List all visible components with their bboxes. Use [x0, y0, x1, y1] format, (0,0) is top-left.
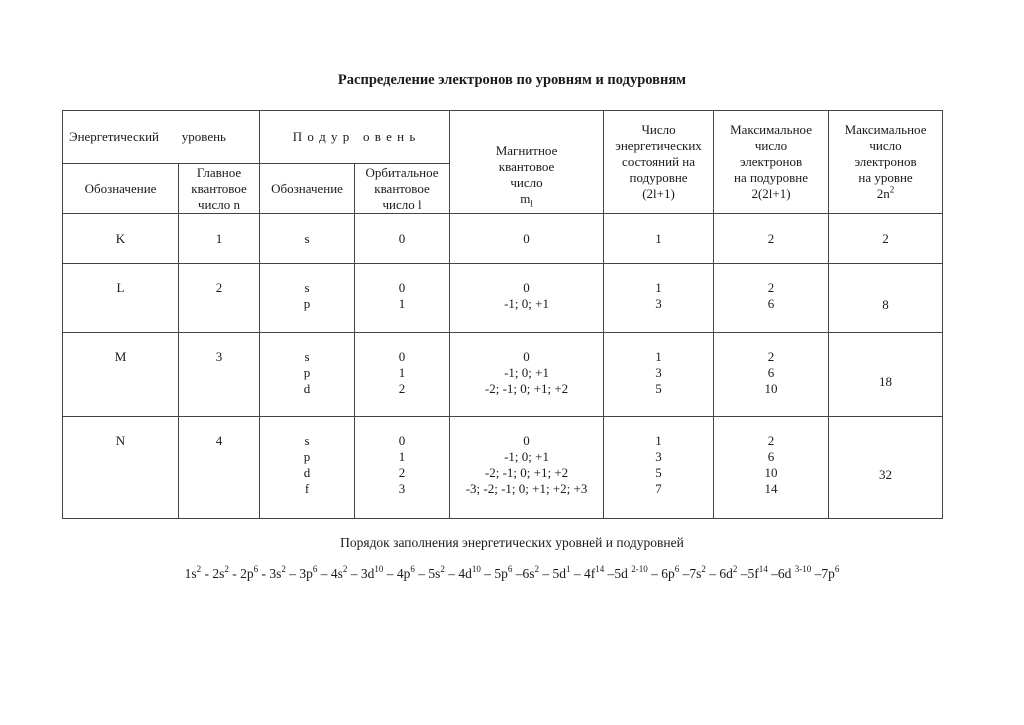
- filling-order-formula: [0, 566, 1024, 582]
- header-orbital-qn: Орбитальное квантовое число l: [355, 164, 450, 214]
- electron-distribution-table: [62, 110, 943, 519]
- cell-states: 1 3 5: [604, 333, 714, 417]
- cell-sublevels: s: [260, 214, 355, 264]
- formula-term: – 3d: [347, 566, 375, 581]
- header-max-level: Максимальное число электронов на уровне $2n^2$: [829, 111, 943, 214]
- formula-term: – 6d: [705, 566, 733, 581]
- magnetic-qn-lines: Магнитное квантовое число $m_l$: [452, 143, 601, 207]
- document-title: Распределение электронов по уровням и подуровням: [337, 72, 687, 88]
- cell-max-sublevel: 2 6 10 14: [714, 417, 829, 519]
- formula-exponent: 1: [566, 564, 571, 574]
- table-row: [63, 417, 943, 519]
- formula-exponent: 2: [534, 564, 540, 574]
- header-magnetic-qn: [450, 111, 604, 214]
- formula-exponent: 2: [281, 564, 286, 574]
- formula-exponent: 3-10: [794, 564, 812, 574]
- formula-term: 1s: [184, 566, 197, 581]
- formula-exponent: 6: [312, 564, 318, 574]
- cell-max-level: 32: [829, 417, 943, 519]
- cell-principal-n: 1: [179, 214, 260, 264]
- cell-magnetic-ml: 0 -1; 0; +1 -2; -1; 0; +1; +2 -3; -2; -1; 0; +1; +2; +3: [450, 417, 604, 519]
- formula-term: - 2s: [201, 566, 225, 581]
- formula-term: –5f: [737, 566, 759, 581]
- formula-term: – 6p: [647, 566, 675, 581]
- cell-max-sublevel: 2 6: [714, 264, 829, 333]
- table-row: [63, 333, 943, 417]
- cell-level: L: [63, 264, 179, 333]
- cell-level: N: [63, 417, 179, 519]
- formula-term: – 4p: [383, 566, 411, 581]
- formula-exponent: 10: [471, 564, 481, 574]
- formula-term: - 2p: [228, 566, 254, 581]
- cell-sublevels: s p d: [260, 333, 355, 417]
- header-sub-designation: Обозначение: [260, 164, 355, 214]
- formula-term: –6s: [512, 566, 535, 581]
- formula-exponent: 2: [342, 564, 348, 574]
- cell-states: 1 3: [604, 264, 714, 333]
- cell-magnetic-ml: 0 -1; 0; +1: [450, 264, 604, 333]
- formula-term: –7p: [811, 566, 835, 581]
- formula-exponent: 6: [674, 564, 680, 574]
- formula-term: - 3s: [258, 566, 282, 581]
- formula-exponent: 2: [732, 564, 738, 574]
- cell-max-level: 18: [829, 333, 943, 417]
- formula-term: – 5d: [539, 566, 567, 581]
- formula-term: –6d: [767, 566, 795, 581]
- cell-principal-n: 4: [179, 417, 260, 519]
- magnetic-symbol: $m_l$: [520, 191, 533, 209]
- formula-exponent: 2: [440, 564, 445, 574]
- cell-states: 1 3 5 7: [604, 417, 714, 519]
- cell-orbital-l: 0 1 2: [355, 333, 450, 417]
- cell-orbital-l: 0 1 2 3: [355, 417, 450, 519]
- formula-term: – 3p: [285, 566, 313, 581]
- formula-exponent: 2: [196, 564, 202, 574]
- cell-max-sublevel: 2 6 10: [714, 333, 829, 417]
- table-body: [63, 214, 943, 519]
- cell-orbital-l: 0 1: [355, 264, 450, 333]
- table-row: [63, 214, 943, 264]
- filling-order-subtitle: Порядок заполнения энергетических уровней и подуровней: [340, 535, 684, 550]
- formula-exponent: 2: [224, 564, 229, 574]
- formula-term: – 4f: [570, 566, 596, 581]
- formula-exponent: 10: [374, 564, 384, 574]
- table-row: [63, 264, 943, 333]
- formula-term: – 5s: [414, 566, 441, 581]
- cell-max-level: 8: [829, 264, 943, 333]
- formula-exponent: 14: [595, 564, 605, 574]
- cell-level: K: [63, 214, 179, 264]
- formula-exponent: 2: [701, 564, 706, 574]
- cell-sublevels: s p: [260, 264, 355, 333]
- cell-principal-n: 3: [179, 333, 260, 417]
- cell-states: 1: [604, 214, 714, 264]
- cell-sublevels: s p d f: [260, 417, 355, 519]
- cell-principal-n: 2: [179, 264, 260, 333]
- cell-magnetic-ml: 0: [450, 214, 604, 264]
- header-sublevel: П о д у р о в е н ь: [260, 111, 450, 164]
- formula-term: – 4d: [444, 566, 472, 581]
- cell-max-sublevel: 2: [714, 214, 829, 264]
- cell-level: M: [63, 333, 179, 417]
- formula-exponent: 6: [410, 564, 415, 574]
- formula-exponent: 14: [758, 564, 768, 574]
- formula-exponent: 6: [834, 564, 840, 574]
- formula-term: – 4s: [317, 566, 343, 581]
- formula-exponent: 6: [253, 564, 259, 574]
- cell-orbital-l: 0: [355, 214, 450, 264]
- header-energy-level: Энергетический уровень: [63, 111, 260, 164]
- cell-magnetic-ml: 0 -1; 0; +1 -2; -1; 0; +1; +2: [450, 333, 604, 417]
- header-level-designation: Обозначение: [63, 164, 179, 214]
- formula-exponent: 6: [507, 564, 513, 574]
- formula-term: – 5p: [480, 566, 508, 581]
- formula-term: –5d: [604, 566, 632, 581]
- header-states: Число энергетических состояний на подуровне (2l+1): [604, 111, 714, 214]
- header-principal-qn: Главное квантовое число n: [179, 164, 260, 214]
- cell-max-level: 2: [829, 214, 943, 264]
- header-max-sublevel: Максимальное число электронов на подуровне 2(2l+1): [714, 111, 829, 214]
- formula-term: –7s: [679, 566, 702, 581]
- formula-exponent: 2-10: [631, 564, 648, 574]
